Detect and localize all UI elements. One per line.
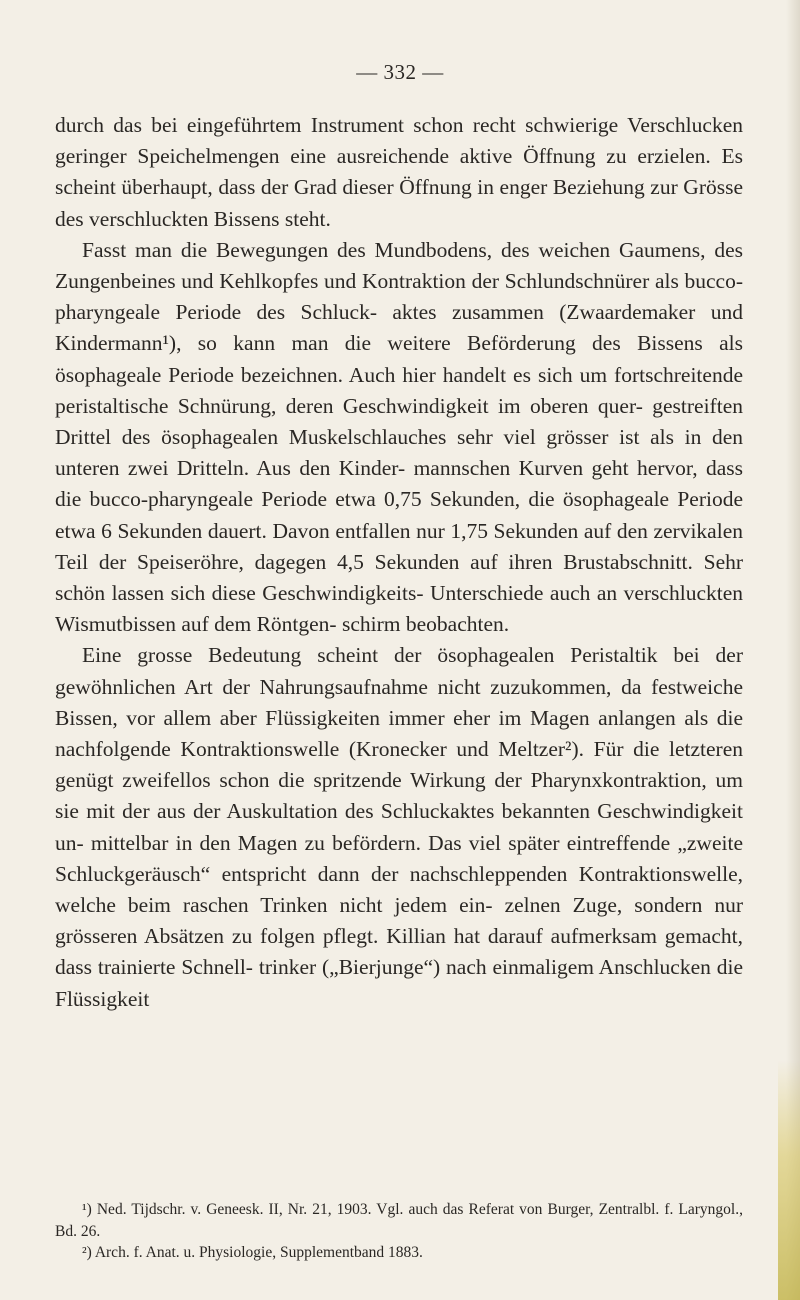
text-line: schirm beobachten. xyxy=(341,612,510,637)
text-line: mittelbar in den Magen zu befördern. Das viel später eintreffende xyxy=(90,830,671,855)
page-number: — 332 — xyxy=(356,60,444,84)
text-line: peristaltische Schnürung, deren Geschwindigkeit im oberen quer- xyxy=(55,393,643,418)
text-line: Unterschiede auch an verschluckten Wismutbissen auf dem Röntgen- xyxy=(55,581,743,637)
footnote-line: ²) Arch. f. Anat. u. Physiologie, Supplementband 1883. xyxy=(82,1244,423,1261)
text-line: mannschen Kurven geht hervor, dass die bucco-pharyngeale xyxy=(55,456,744,512)
text-line: Killian hat darauf aufmerksam gemacht, dass trainierte Schnell- xyxy=(55,924,743,980)
text-line: Periode bezeichnen. Auch hier handelt es sich um fortschreitende xyxy=(168,362,743,387)
text-line: Verschlucken geringer Speichelmengen eine ausreichende aktive xyxy=(55,113,743,169)
text-line: spritzende Wirkung der Pharynxkontraktion, um sie mit der aus xyxy=(55,768,743,824)
text-line: trinker („Bierjunge“) nach einmaligem Anschlucken die Flüssigkeit xyxy=(55,955,744,1011)
text-line: durch das bei eingeführtem Instrument schon recht schwierige xyxy=(55,113,619,137)
text-line: bei der gewöhnlichen Art der Nahrungsaufnahme nicht zuzukommen, xyxy=(55,643,743,699)
text-line: Öffnung in enger Beziehung zur Grösse des verschluckten Bissens steht. xyxy=(55,175,743,231)
footnote-1 xyxy=(55,1199,743,1242)
paragraph-2 xyxy=(55,235,743,641)
text-line: Schlundschnürer als bucco-pharyngeale Periode des Schluck- xyxy=(55,269,744,325)
text-line: aktes zusammen (Zwaardemaker und Kindermann¹), so kann xyxy=(55,300,743,356)
text-line: grösser ist als in den unteren zwei Dritteln. Aus den Kinder- xyxy=(55,425,744,481)
text-line: zelnen Zuge, sondern nur grösseren Absätzen zu folgen pflegt. xyxy=(55,893,744,949)
text-line: „zweite Schluckgeräusch“ entspricht dann der nachschleppenden xyxy=(55,830,743,886)
text-line: der Auskultation des Schluckaktes bekannten Geschwindigkeit un- xyxy=(55,799,743,855)
text-line: man die weitere Beförderung des Bissens als ösophageale xyxy=(55,331,744,387)
text-line: und Meltzer²). Für die letzteren genügt zweifellos schon die xyxy=(55,737,743,793)
paragraph-1 xyxy=(55,110,743,235)
footnotes xyxy=(55,1199,743,1264)
text-line: 6 Sekunden dauert. Davon entfallen nur 1,75 Sekunden auf den xyxy=(101,518,648,543)
text-line: Brustabschnitt. Sehr schön lassen sich diese Geschwindigkeits- xyxy=(55,549,744,606)
text-line: da festweiche Bissen, vor allem aber Flüssigkeiten immer eher im xyxy=(55,674,743,730)
paper-stain xyxy=(778,1060,800,1300)
text-line: Fasst man die Bewegungen des Mundbodens, des weichen xyxy=(82,237,611,262)
text-line: Kontraktionswelle, welche beim raschen Trinken nicht jedem ein- xyxy=(55,861,743,918)
text-line: gestreiften Drittel des ösophagealen Muskelschlauches sehr viel xyxy=(55,393,743,450)
body-text xyxy=(55,110,743,1015)
footnote-line: Burger, Zentralbl. f. Laryngol., Bd. 26. xyxy=(55,1201,743,1240)
paragraph-3 xyxy=(55,640,743,1014)
text-line: zervikalen Teil der Speiseröhre, dagegen 4,5 Sekunden auf ihren xyxy=(55,518,743,574)
footnote-line: ¹) Ned. Tijdschr. v. Geneesk. II, Nr. 21, 1903. Vgl. auch das Referat von xyxy=(82,1201,543,1218)
text-line: Magen anlangen als die nachfolgende Kontraktionswelle (Kronecker xyxy=(55,705,744,762)
text-line: Öffnung zu erzielen. Es scheint überhaupt, dass der Grad dieser xyxy=(55,144,744,200)
text-line: Gaumens, des Zungenbeines und Kehlkopfes und Kontraktion der xyxy=(55,237,743,294)
text-line: Eine grosse Bedeutung scheint der ösophagealen Peristaltik xyxy=(82,643,658,668)
text-line: Periode etwa 0,75 Sekunden, die ösophageale Periode etwa xyxy=(55,487,743,543)
footnote-2 xyxy=(55,1242,743,1264)
